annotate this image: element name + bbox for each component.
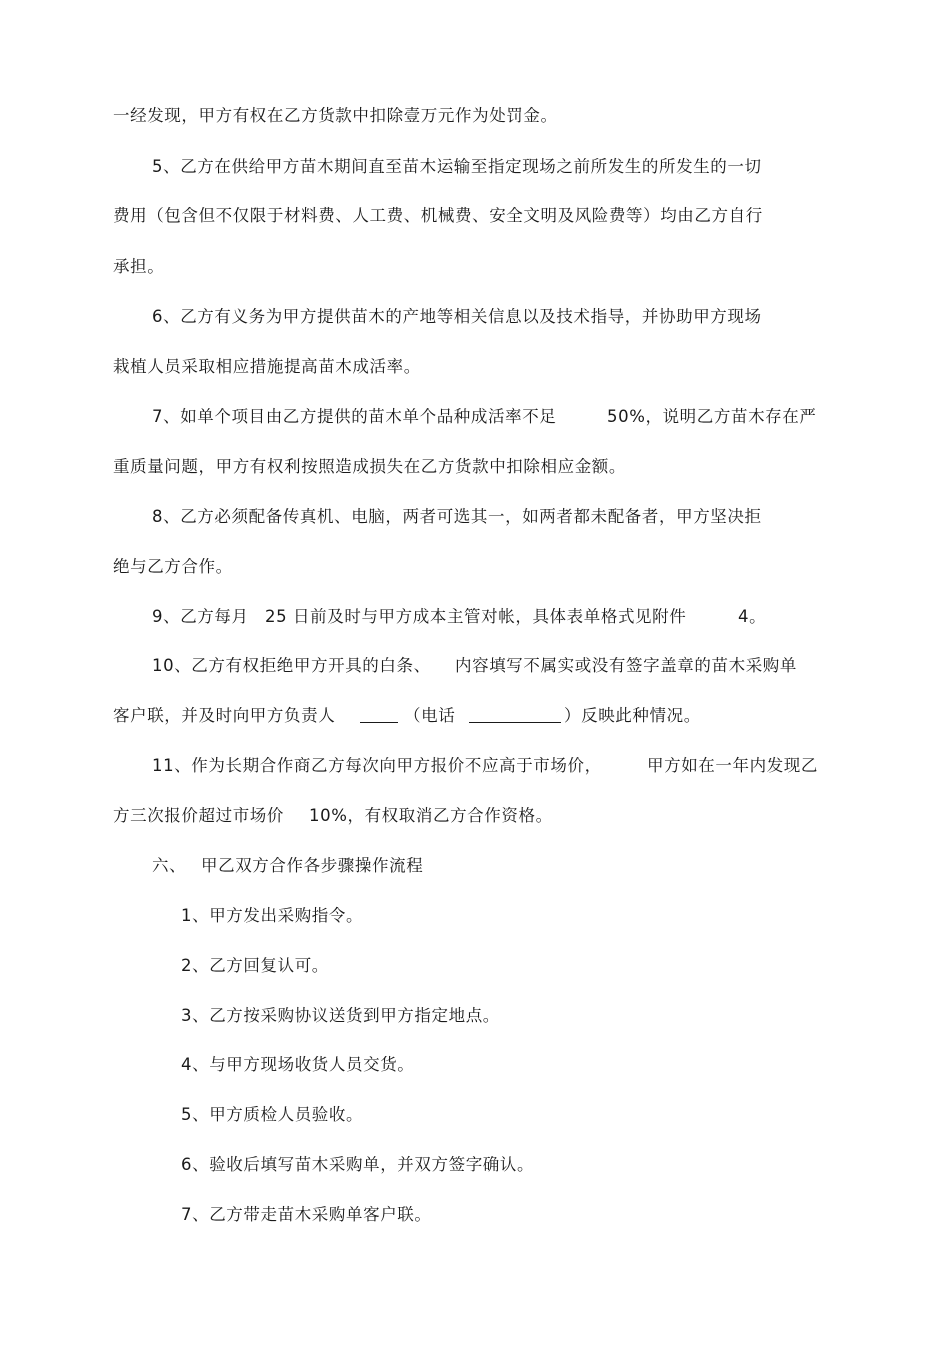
clause-7-line-1b: 50%，说明乙方苗木存在严 xyxy=(607,407,817,426)
clause-11-line-1b: 甲方如在一年内发现乙 xyxy=(647,756,818,775)
step-6: 6、验收后填写苗木采购单，并双方签字确认。 xyxy=(181,1155,535,1174)
clause-10-line-2a: 客户联，并及时向甲方负责人 xyxy=(113,706,336,725)
clause-10-line-1a: 10、乙方有权拒绝甲方开具的白条、 xyxy=(152,656,431,675)
clause-9-part-b: 25 日前及时与甲方成本主管对帐，具体表单格式见附件 xyxy=(265,607,687,626)
step-5: 5、甲方质检人员验收。 xyxy=(181,1105,364,1124)
clause-10-line-2b: （电话 xyxy=(404,706,456,725)
clause-11-line-1a: 11、作为长期合作商乙方每次向甲方报价不应高于市场价， xyxy=(152,756,602,775)
clause-10-line-2c: ）反映此种情况。 xyxy=(564,706,701,725)
clause-10-line-1b: 内容填写不属实或没有签字盖章的苗木采购单 xyxy=(455,656,797,675)
clause-5-line-3: 承担。 xyxy=(113,257,165,276)
clause-11-line-2a: 方三次报价超过市场价 xyxy=(113,806,284,825)
clause-8-line-1: 8、乙方必须配备传真机、电脑，两者可选其一，如两者都未配备者，甲方坚决拒 xyxy=(152,507,762,526)
step-2: 2、乙方回复认可。 xyxy=(181,956,329,975)
contact-name-blank xyxy=(360,704,398,728)
step-4: 4、与甲方现场收货人员交货。 xyxy=(181,1055,415,1074)
clause-9-part-c: 4。 xyxy=(738,607,767,626)
step-7: 7、乙方带走苗木采购单客户联。 xyxy=(181,1205,432,1224)
clause-9-part-a: 9、乙方每月 xyxy=(152,607,249,626)
phone-number-blank xyxy=(469,704,561,728)
clause-11-line-2b: 10%，有权取消乙方合作资格。 xyxy=(309,806,553,825)
clause-6-line-1: 6、乙方有义务为甲方提供苗木的产地等相关信息以及技术指导，并协助甲方现场 xyxy=(152,307,762,326)
clause-7-line-2: 重质量问题，甲方有权利按照造成损失在乙方货款中扣除相应金额。 xyxy=(113,457,626,476)
section-6-title: 甲乙双方合作各步骤操作流程 xyxy=(201,856,424,875)
step-1: 1、甲方发出采购指令。 xyxy=(181,906,364,925)
intro-line: 一经发现，甲方有权在乙方货款中扣除壹万元作为处罚金。 xyxy=(113,106,558,125)
section-6-number: 六、 xyxy=(152,856,187,875)
clause-8-line-2: 绝与乙方合作。 xyxy=(113,557,233,576)
clause-7-line-1a: 7、如单个项目由乙方提供的苗木单个品种成活率不足 xyxy=(152,407,557,426)
clause-5-line-2: 费用（包含但不仅限于材料费、人工费、机械费、安全文明及风险费等）均由乙方自行 xyxy=(113,206,763,225)
clause-6-line-2: 栽植人员采取相应措施提高苗木成活率。 xyxy=(113,357,421,376)
clause-5-line-1: 5、乙方在供给甲方苗木期间直至苗木运输至指定现场之前所发生的所发生的一切 xyxy=(152,157,762,176)
step-3: 3、乙方按采购协议送货到甲方指定地点。 xyxy=(181,1006,500,1025)
